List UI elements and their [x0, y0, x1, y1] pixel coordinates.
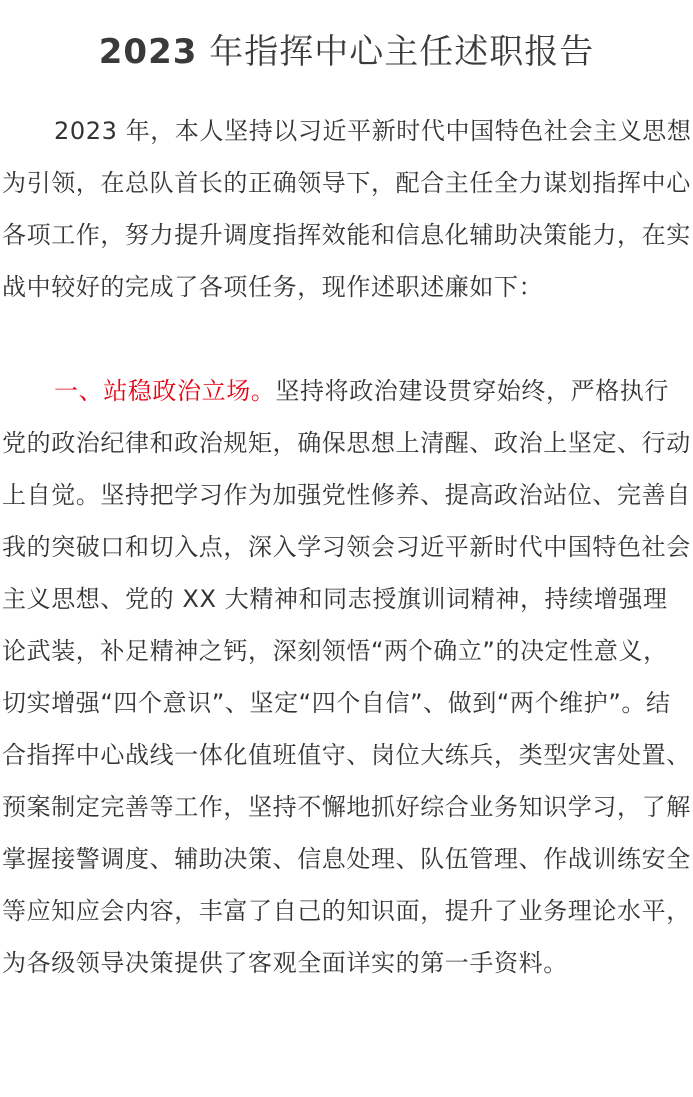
intro-paragraph: 2023 年，本人坚持以习近平新时代中国特色社会主义思想为引领，在总队首长的正确领导下，配合主任全力谋划指挥中心各项工作，努力提升调度指挥效能和信息化辅助决策能力，在实战中较好的完成了各项任务，现作述职述廉如下： — [2, 117, 692, 301]
section1-paragraph — [2, 365, 692, 989]
title-year: 2023 — [98, 32, 198, 72]
title-text: 年指挥中心主任述职报告 — [197, 32, 595, 72]
section1-heading: 一、站稳政治立场。 — [54, 377, 276, 405]
document-title — [0, 28, 693, 76]
section1-body: 坚持将政治建设贯穿始终，严格执行党的政治纪律和政治规矩，确保思想上清醒、政治上坚定、行动上自觉。坚持把学习作为加强党性修养、提高政治站位、完善自我的突破口和切入点，深入学习领会习近平新时代中国特色社会主义思想、党的 XX 大精神和同志授旗训词精神，持续增强理论武装，补足精神之钙，深刻领悟“两个确立”的决定性意义，切实增强“四个意识”、坚定“四个自信”、做到“两个维护”。结合指挥中心战线一体化值班值守、岗位大练兵，类型灾害处置、预案制定完善等工作，坚持不懈地抓好综合业务知识学习，了解掌握接警调度、辅助决策、信息处理、队伍管理、作战训练安全等应知应会内容，丰富了自己的知识面，提升了业务理论水平，为各级领导决策提供了客观全面详实的第一手资料。 — [2, 377, 691, 977]
